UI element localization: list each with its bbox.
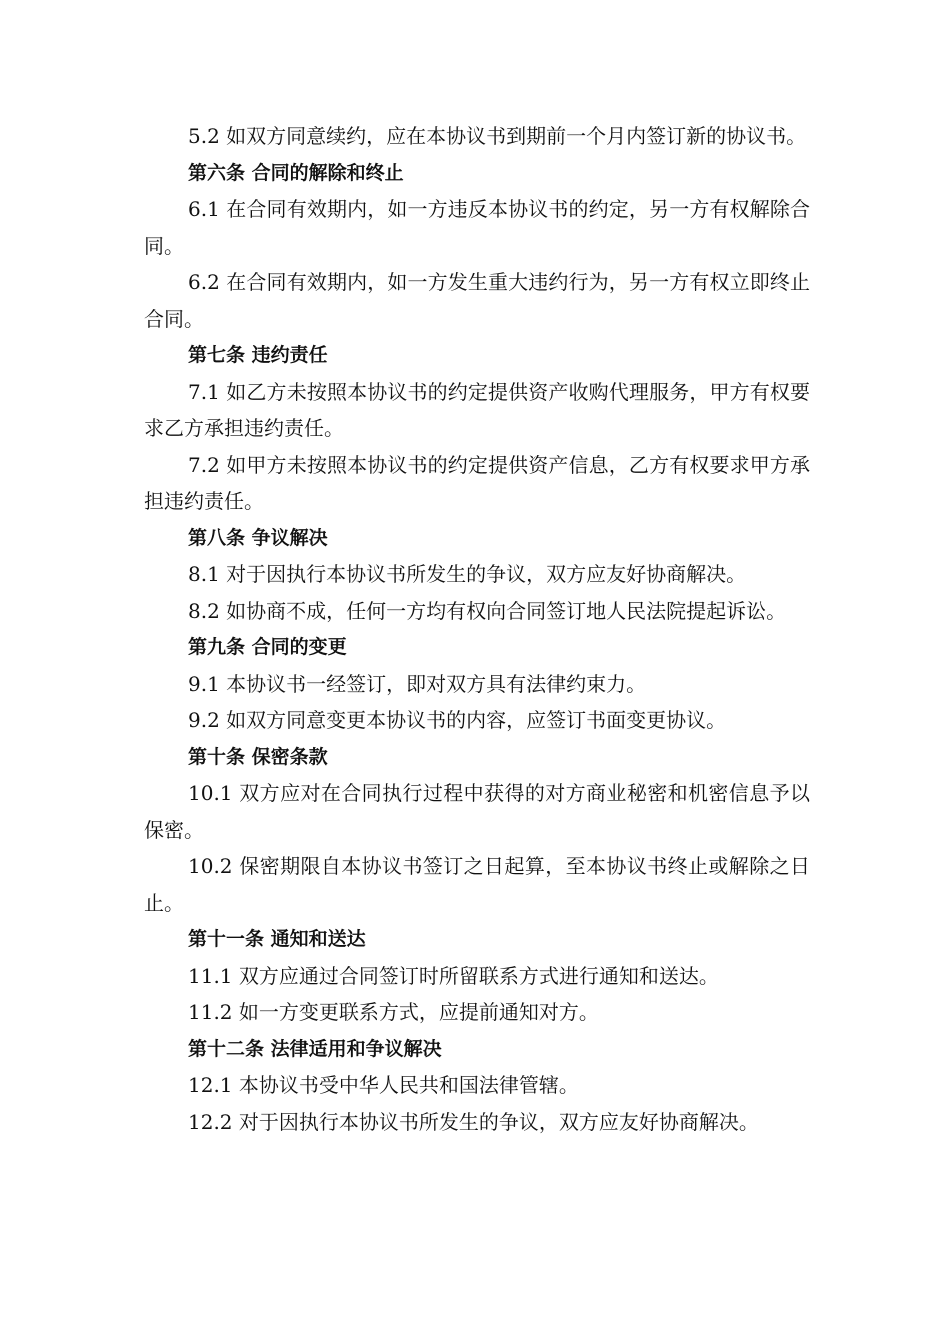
article-11-heading: 第十一条 通知和送达 <box>188 928 366 950</box>
clause-10-2: 10.2 保密期限自本协议书签订之日起算，至本协议书终止或解除之日止。 <box>144 854 810 915</box>
clause-7-2: 7.2 如甲方未按照本协议书的约定提供资产信息，乙方有权要求甲方承担违约责任。 <box>144 452 810 513</box>
document-page <box>144 118 810 1140</box>
clause-9-2: 9.2 如双方同意变更本协议书的内容，应签订书面变更协议。 <box>188 708 727 732</box>
article-12-heading: 第十二条 法律适用和争议解决 <box>188 1037 442 1060</box>
article-10-heading: 第十条 保密条款 <box>188 745 328 768</box>
clause-6-2: 6.2 在合同有效期内，如一方发生重大违约行为，另一方有权立即终止合同。 <box>144 270 810 331</box>
article-7-heading: 第七条 违约责任 <box>188 344 328 366</box>
clause-7-1: 7.1 如乙方未按照本协议书的约定提供资产收购代理服务，甲方有权要求乙方承担违约责任。 <box>144 379 810 440</box>
clause-8-1: 8.1 对于因执行本协议书所发生的争议，双方应友好协商解决。 <box>188 562 747 586</box>
clause-6-1: 6.1 在合同有效期内，如一方违反本协议书的约定，另一方有权解除合同。 <box>144 197 810 258</box>
article-9-heading: 第九条 合同的变更 <box>188 636 347 658</box>
clause-10-1: 10.1 双方应对在合同执行过程中获得的对方商业秘密和机密信息予以保密。 <box>144 781 810 842</box>
clause-5-2: 5.2 如双方同意续约，应在本协议书到期前一个月内签订新的协议书。 <box>188 124 807 148</box>
article-6-heading: 第六条 合同的解除和终止 <box>188 161 404 184</box>
clause-9-1: 9.1 本协议书一经签订，即对双方具有法律约束力。 <box>188 671 647 696</box>
clause-12-1: 12.1 本协议书受中华人民共和国法律管辖。 <box>188 1073 579 1097</box>
clause-11-1: 11.1 双方应通过合同签订时所留联系方式进行通知和送达。 <box>188 963 719 988</box>
clause-8-2: 8.2 如协商不成，任何一方均有权向合同签订地人民法院提起诉讼。 <box>188 598 787 623</box>
article-8-heading: 第八条 争议解决 <box>188 526 328 549</box>
clause-12-2: 12.2 对于因执行本协议书所发生的争议，双方应友好协商解决。 <box>188 1109 759 1134</box>
clause-11-2: 11.2 如一方变更联系方式，应提前通知对方。 <box>188 1000 599 1024</box>
